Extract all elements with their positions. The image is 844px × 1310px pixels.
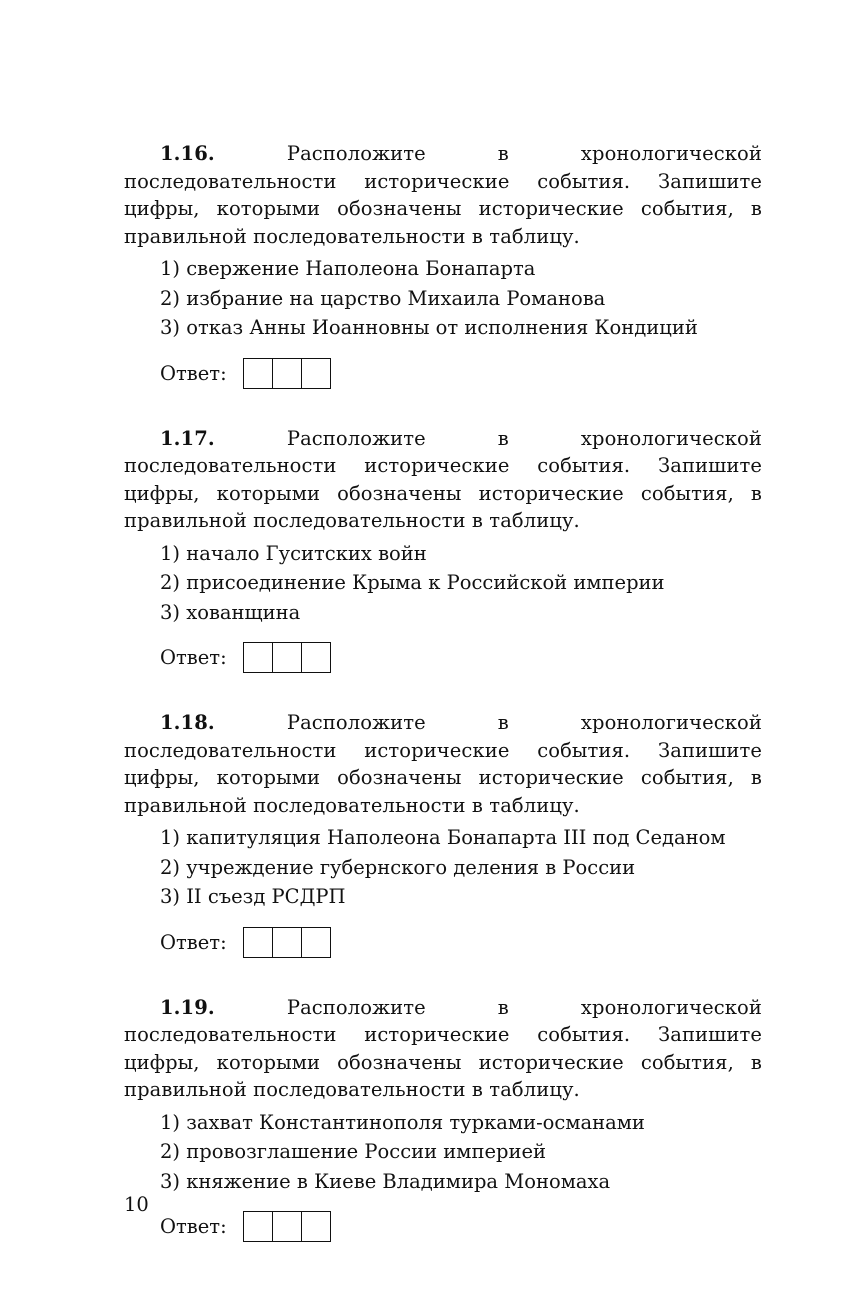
- answer-cell[interactable]: [302, 1212, 330, 1241]
- task-1-19: [124, 994, 762, 1244]
- answer-label: Ответ:: [160, 1215, 227, 1238]
- answer-box: [243, 927, 331, 958]
- task-number: 1.19.: [160, 995, 215, 1019]
- option-item: 3) II съезд РСДРП: [160, 885, 346, 908]
- task-instruction: Расположите в хронологической последовательности исторические события. Запишите цифры, которыми обозначены исторические события, в правильной последовательности в таблицу.: [124, 711, 762, 817]
- option-item: 1) капитуляция Наполеона Бонапарта III под Седаном: [160, 826, 726, 849]
- option-item: 3) отказ Анны Иоанновны от исполнения Кондиций: [160, 316, 698, 339]
- answer-label: Ответ:: [160, 646, 227, 669]
- answer-cell[interactable]: [244, 928, 273, 957]
- task-1-16: [124, 140, 762, 390]
- task-instruction: Расположите в хронологической последовательности исторические события. Запишите цифры, которыми обозначены исторические события, в правильной последовательности в таблицу.: [124, 426, 762, 532]
- page-number: 10: [124, 1193, 149, 1216]
- task-number: 1.16.: [160, 142, 215, 165]
- task-instruction: Расположите в хронологической последовательности исторические события. Запишите цифры, которыми обозначены исторические события, в правильной последовательности в таблицу.: [124, 142, 762, 248]
- answer-box: [243, 1211, 331, 1242]
- options-list: [124, 539, 762, 628]
- answer-box: [243, 642, 331, 673]
- task-1-17: [124, 425, 762, 675]
- answer-cell[interactable]: [244, 1212, 273, 1241]
- option-item: 1) свержение Наполеона Бонапарта: [160, 257, 536, 280]
- document-page: [124, 140, 762, 1278]
- options-list: [124, 254, 762, 343]
- answer-cell[interactable]: [273, 1212, 302, 1241]
- answer-row: [160, 1210, 762, 1243]
- answer-cell[interactable]: [273, 928, 302, 957]
- answer-row: [160, 926, 762, 959]
- answer-cell[interactable]: [302, 928, 330, 957]
- answer-cell[interactable]: [273, 359, 302, 388]
- options-list: [124, 1108, 762, 1197]
- answer-row: [160, 357, 762, 390]
- answer-cell[interactable]: [273, 643, 302, 672]
- option-item: 3) хованщина: [160, 600, 301, 624]
- answer-cell[interactable]: [302, 643, 330, 672]
- answer-label: Ответ:: [160, 930, 227, 954]
- task-1-18: [124, 709, 762, 959]
- answer-cell[interactable]: [302, 359, 330, 388]
- task-number: 1.18.: [160, 711, 215, 734]
- option-item: 1) начало Гуситских войн: [160, 541, 427, 565]
- answer-box: [243, 358, 331, 389]
- task-prompt: [124, 994, 762, 1104]
- option-item: 2) присоединение Крыма к Российской империи: [160, 571, 665, 594]
- answer-cell[interactable]: [244, 643, 273, 672]
- task-instruction: Расположите в хронологической последовательности исторические события. Запишите цифры, которыми обозначены исторические события, в правильной последовательности в таблицу.: [124, 995, 762, 1101]
- option-item: 2) учреждение губернского деления в России: [160, 855, 636, 879]
- options-list: [124, 823, 762, 912]
- answer-label: Ответ:: [160, 361, 227, 385]
- answer-cell[interactable]: [244, 359, 273, 388]
- task-number: 1.17.: [160, 426, 215, 450]
- option-item: 3) княжение в Киеве Владимира Мономаха: [160, 1169, 611, 1193]
- option-item: 2) избрание на царство Михаила Романова: [160, 286, 606, 310]
- task-prompt: [124, 425, 762, 535]
- option-item: 1) захват Константинополя турками-османами: [160, 1110, 645, 1134]
- answer-row: [160, 641, 762, 674]
- task-prompt: [124, 709, 762, 819]
- task-prompt: [124, 140, 762, 250]
- option-item: 2) провозглашение России империей: [160, 1140, 547, 1163]
